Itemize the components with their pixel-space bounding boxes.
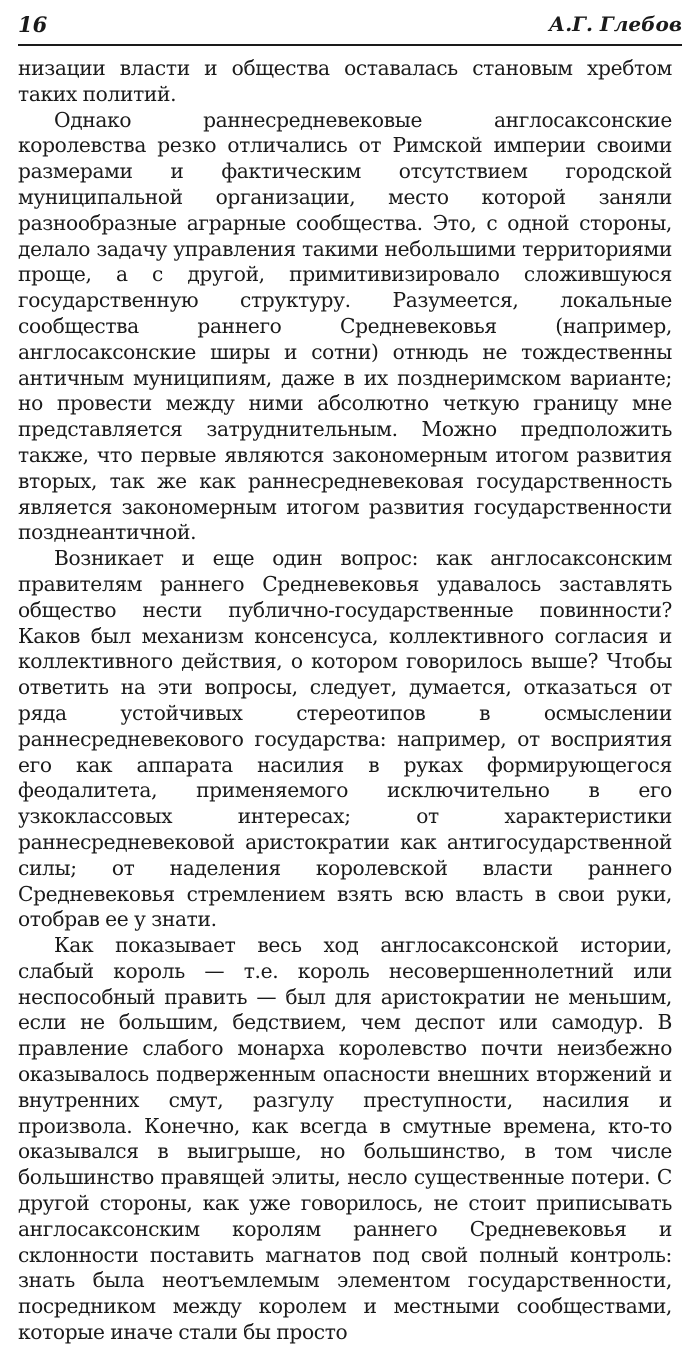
body-text (18, 56, 672, 1346)
page-number: 16 (18, 12, 48, 37)
paragraph: Однако раннесредневековые англосаксонские королевства резко отличались от Римской империи своими размерами и фактическим отсутствием городской муниципальной организации, место которой заняли разнообразные аграрные сообщества. Это, с одной стороны, делало задачу управления такими небольшими территориями проще, а с другой, примитивизировало сложившуюся государственную структуру. Разумеется, локальные сообщества раннего Средневековья (например, англосаксонские ширы и сотни) отнюдь не тождественны античным муниципиям, даже в их позднеримском варианте; но провести между ними абсолютно четкую границу мне представляется затруднительным. Можно предположить также, что первые являются закономерным итогом развития вторых, так же как раннесредневековая государственность является закономерным итогом развития государственности позднеантичной. (18, 107, 672, 545)
paragraph: Возникает и еще один вопрос: как англосаксонским правителям раннего Средневековья удавалось заставлять общество нести публично-государственные повинности? Каков был механизм консенсуса, коллективного согласия и коллективного действия, о котором говорилось выше? Чтобы ответить на эти вопросы, следует, думается, отказаться от ряда устойчивых стереотипов в осмыслении раннесредневекового государства: например, от восприятия его как аппарата насилия в руках формирующегося феодалитета, применяемого исключительно в его узкоклассовых интересах; от характеристики раннесредневековой аристократии как антигосударственной силы; от наделения королевской власти раннего Средневековья стремлением взять всю власть в свои руки, отобрав ее у знати. (18, 546, 672, 932)
page-header (18, 10, 682, 46)
paragraph: Как показывает весь ход англосаксонской истории, слабый король — т.е. король несовершеннолетний или неспособный править — был для аристократии не меньшим, если не большим, бедствием, чем деспот или самодур. В правление слабого монарха королевство почти неизбежно оказывалось подверженным опасности внешних вторжений и внутренних смут, разгулу преступности, насилия и произвола. Конечно, как всегда в смутные времена, кто-то оказывался в выигрыше, но большинство, в том числе большинство правящей элиты, несло существенные потери. С другой стороны, как уже говорилось, не стоит приписывать англосаксонским королям раннего Средневековья и склонности поставить магнатов под свой полный контроль: знать была неотъемлемым элементом государственности, посредником между королем и местными сообществами, которые иначе стали бы просто (18, 933, 672, 1345)
paragraph-continued: низации власти и общества оставалась становым хребтом таких политий. (18, 56, 672, 106)
running-head-author: А.Г. Глебов (548, 12, 682, 36)
